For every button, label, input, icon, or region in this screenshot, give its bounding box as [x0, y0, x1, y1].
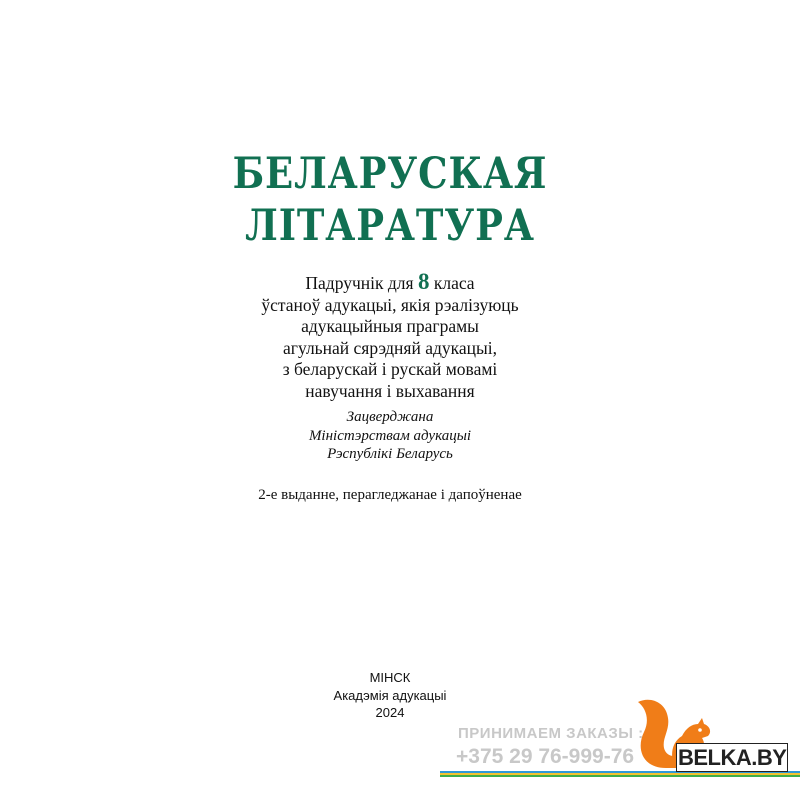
watermark-phone: +375 29 76-999-76: [456, 745, 635, 768]
watermark-logo-text: BELKA.BY: [678, 745, 787, 770]
book-title-line-1: БЕЛАРУСКАЯ: [232, 149, 548, 199]
edition-note: 2-е выданне, перагледжанае і дапоўненае: [258, 487, 522, 503]
subtitle-line-1: [0, 271, 780, 295]
imprint-year: 2024: [375, 705, 405, 720]
imprint-publisher: Акадэмія адукацыі: [333, 687, 447, 703]
approval-line: Міністэрствам адукацыі: [308, 427, 472, 444]
stripe-green: [440, 775, 800, 777]
subtitle-line: адукацыйныя праграмы: [301, 316, 479, 336]
watermark-stripes: [440, 771, 800, 781]
book-title-line-2: ЛІТАРАТУРА: [245, 201, 535, 251]
approval-line: Зацверджана: [346, 409, 434, 425]
subtitle-line: ўстаноў адукацыі, якія рэалізуюць: [261, 294, 519, 315]
watermark-order-text: ПРИНИМАЕМ ЗАКАЗЫ :: [458, 725, 644, 742]
subtitle-line: агульнай сярэдняй адукацыі,: [283, 337, 497, 358]
imprint-city: МІНСК: [369, 670, 411, 685]
subtitle-line: з беларускай і рускай мовамі: [282, 359, 498, 379]
subtitle: [0, 271, 780, 402]
subtitle-line: навучання і выхавання: [305, 380, 475, 401]
approval-notice: [0, 408, 780, 464]
approval-line: Рэспублікі Беларусь: [327, 446, 453, 462]
subtitle-prefix: Падручнік для: [305, 273, 418, 293]
grade-number: 8: [417, 269, 430, 294]
subtitle-suffix: класа: [429, 273, 475, 293]
